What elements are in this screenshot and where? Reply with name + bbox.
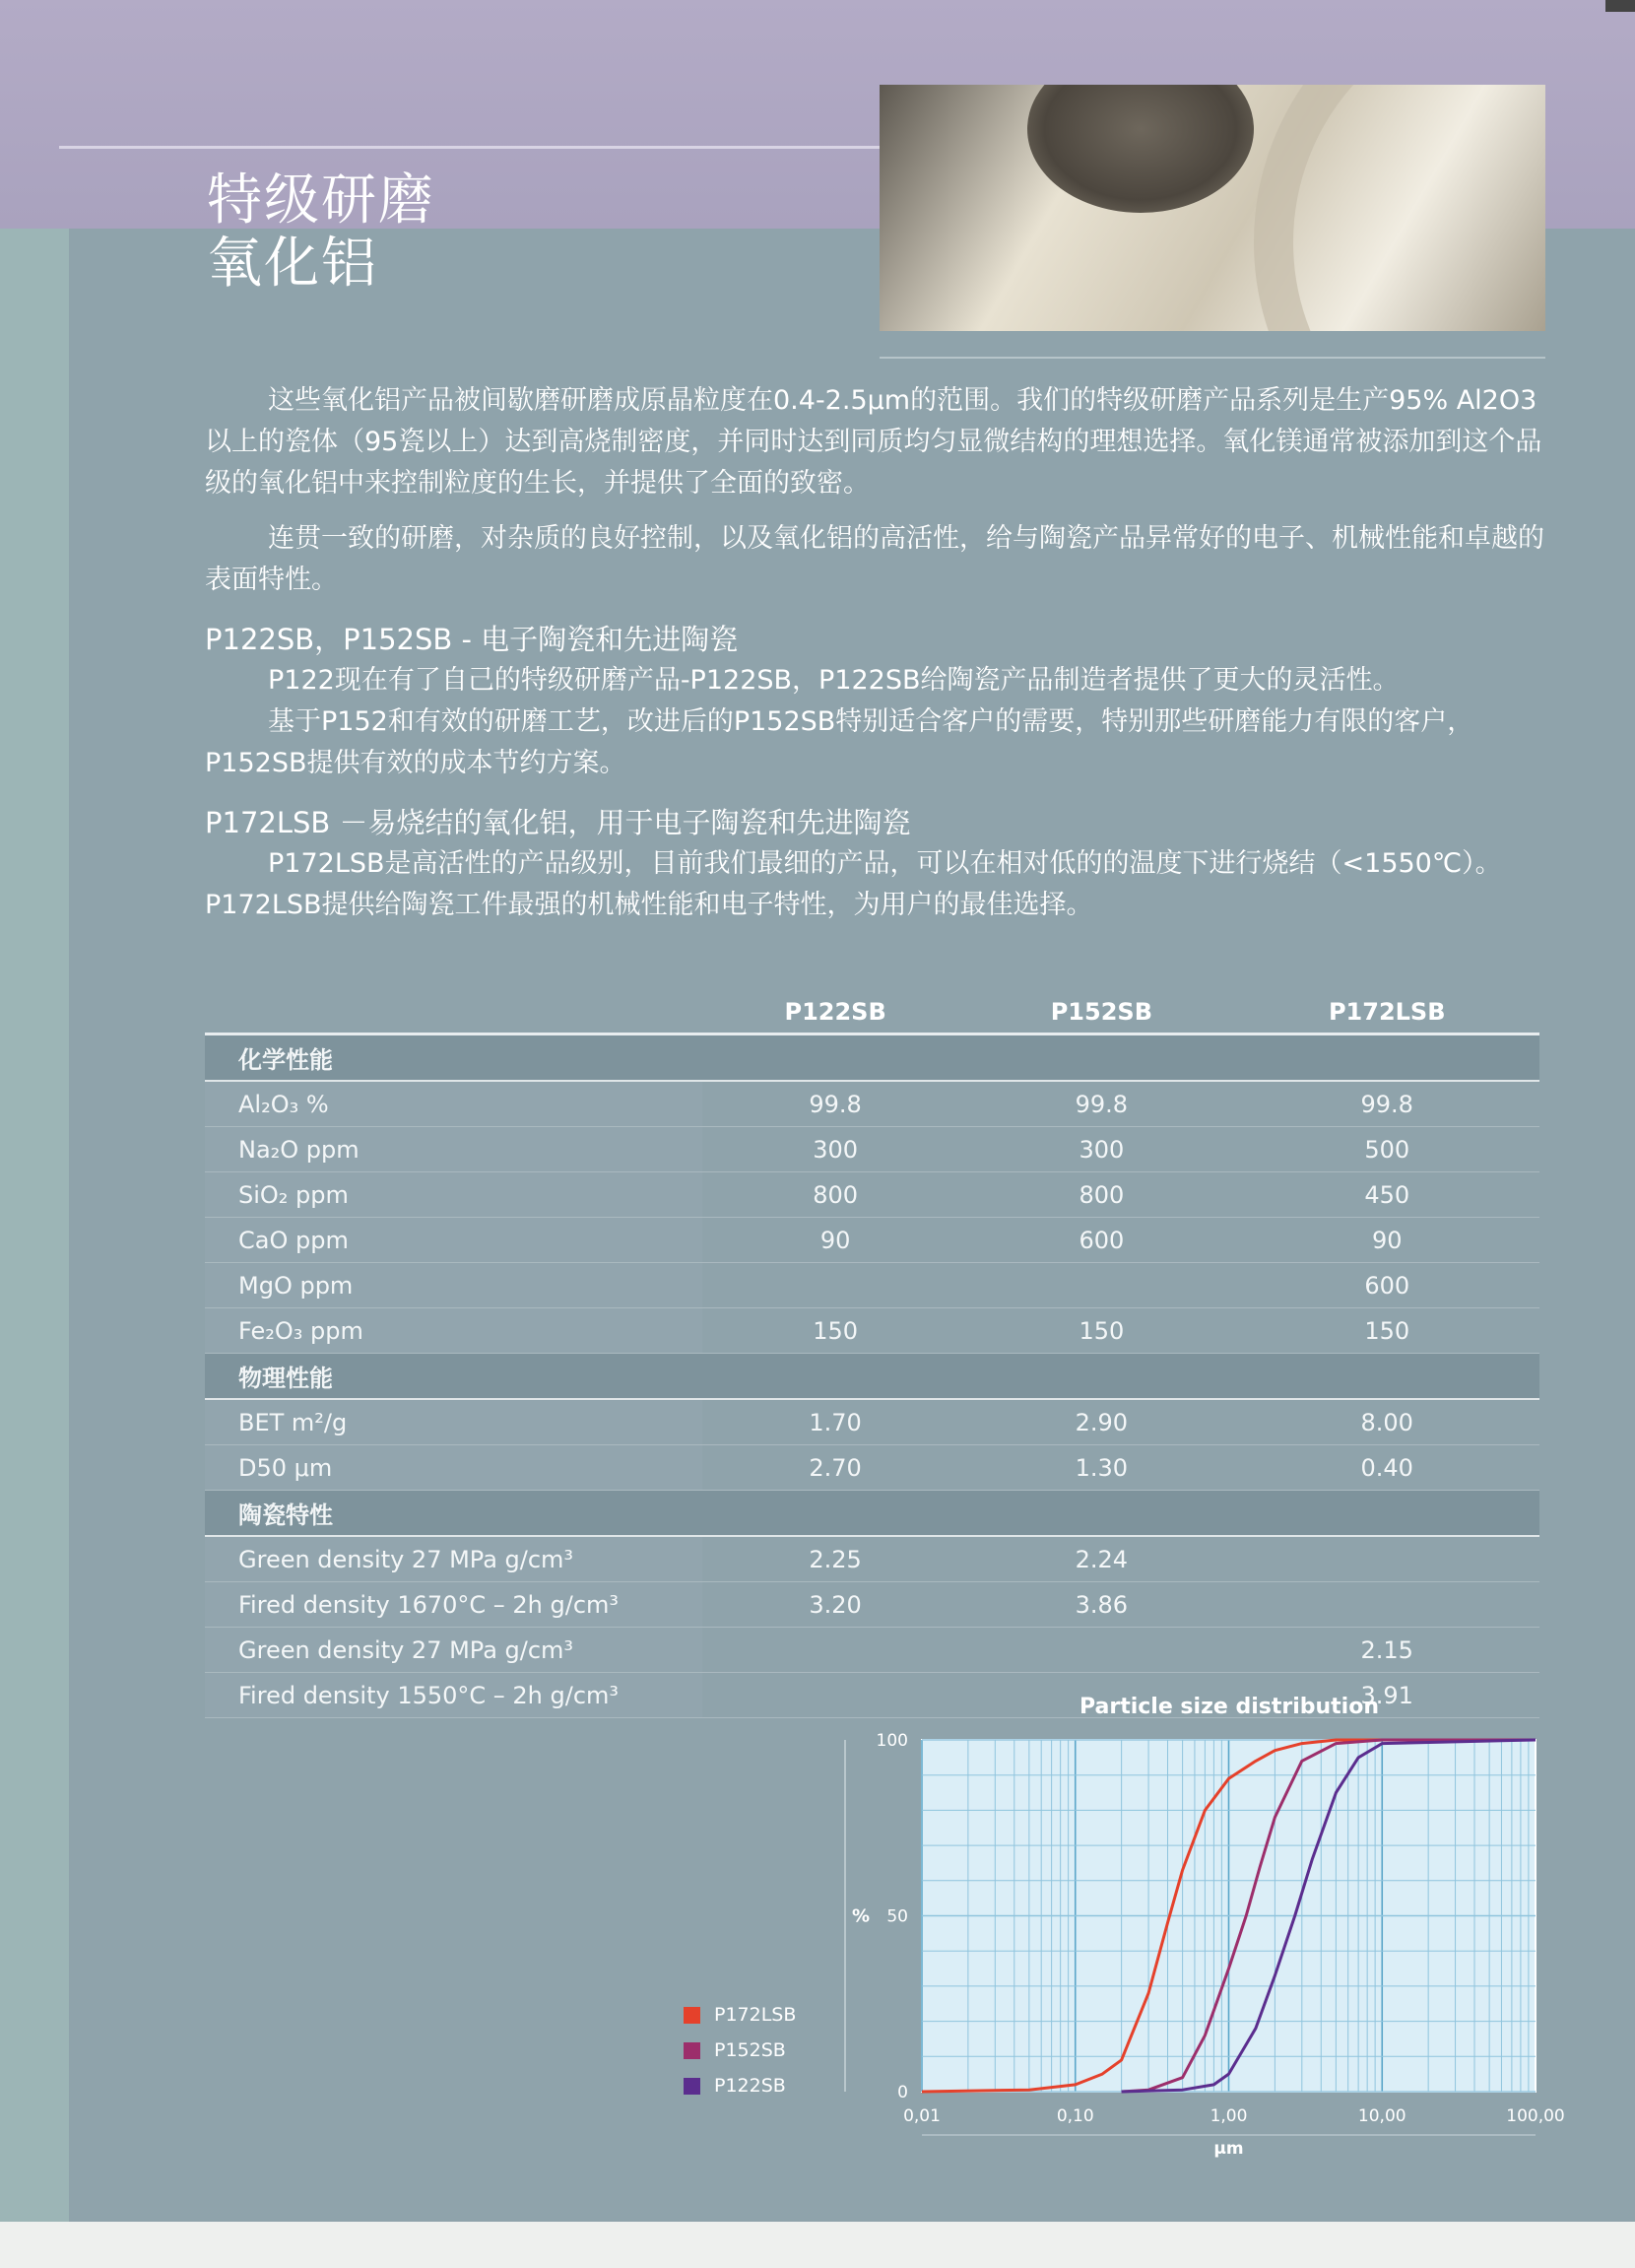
specification-table — [205, 991, 1539, 1718]
x-tick-label: 1,00 — [1210, 2106, 1248, 2126]
row-label: CaO ppm — [205, 1218, 702, 1263]
photo-divider — [880, 357, 1545, 359]
table-row — [205, 1628, 1539, 1673]
y-axis-label: % — [851, 1905, 871, 1927]
table-cell: 3.20 — [702, 1582, 968, 1628]
x-tick-label: 0,10 — [1056, 2106, 1094, 2126]
table-cell: 99.8 — [1234, 1081, 1539, 1127]
title-line-1: 特级研磨 — [207, 168, 435, 233]
x-tick-label: 0,01 — [903, 2106, 941, 2126]
page-title — [207, 169, 435, 296]
table-cell — [702, 1628, 968, 1673]
table-header-row — [205, 991, 1539, 1034]
y-tick-label: 100 — [876, 1731, 908, 1751]
table-cell: 450 — [1234, 1172, 1539, 1218]
section-2-paragraph-1: P172LSB是高活性的产品级别，目前我们最细的产品，可以在相对低的的温度下进行烧结（<1550℃）。P172LSB提供给陶瓷工件最强的机械性能和电子特性，为用户的最佳选择。 — [205, 848, 1502, 920]
chart-legend — [684, 1997, 796, 2103]
table-section-row — [205, 1491, 1539, 1537]
legend-item — [684, 2068, 796, 2103]
row-label: Na₂O ppm — [205, 1127, 702, 1172]
column-header: P172LSB — [1234, 991, 1539, 1034]
legend-swatch — [684, 2042, 700, 2059]
row-label: Green density 27 MPa g/cm³ — [205, 1628, 702, 1673]
row-label: Fired density 1670°C – 2h g/cm³ — [205, 1582, 702, 1628]
table-row — [205, 1445, 1539, 1491]
intro-text — [205, 380, 1544, 940]
table-cell: 99.8 — [968, 1081, 1234, 1127]
table-cell: 2.90 — [968, 1399, 1234, 1445]
column-header: P152SB — [968, 991, 1234, 1034]
table-cell: 90 — [702, 1218, 968, 1263]
table-cell: 800 — [968, 1172, 1234, 1218]
legend-label: P172LSB — [714, 2004, 797, 2026]
legend-item — [684, 2033, 796, 2068]
y-tick-label: 50 — [886, 1906, 908, 1927]
table-cell — [968, 1263, 1234, 1308]
x-tick-label: 100,00 — [1506, 2106, 1565, 2126]
product-photo — [880, 85, 1545, 331]
table-cell — [702, 1263, 968, 1308]
row-label: MgO ppm — [205, 1263, 702, 1308]
y-tick-label: 0 — [897, 2083, 908, 2102]
row-label: Fe₂O₃ ppm — [205, 1308, 702, 1354]
table-cell: 300 — [702, 1127, 968, 1172]
row-label: Al₂O₃ % — [205, 1081, 702, 1127]
section-title: 物理性能 — [205, 1354, 1539, 1400]
table-cell: 600 — [1234, 1263, 1539, 1308]
table-row — [205, 1172, 1539, 1218]
table-cell — [968, 1628, 1234, 1673]
table-cell: 600 — [968, 1218, 1234, 1263]
table-row — [205, 1263, 1539, 1308]
table-cell: 3.91 — [1234, 1673, 1539, 1718]
x-tick-label: 10,00 — [1357, 2106, 1406, 2126]
row-label: SiO₂ ppm — [205, 1172, 702, 1218]
table-cell: 150 — [968, 1308, 1234, 1354]
row-label: D50 μm — [205, 1445, 702, 1491]
column-header: P122SB — [702, 991, 968, 1034]
chart-title: Particle size distribution — [1079, 1695, 1379, 1719]
row-label: Green density 27 MPa g/cm³ — [205, 1536, 702, 1582]
section-1-heading: P122SB，P152SB - 电子陶瓷和先进陶瓷 — [205, 623, 739, 656]
table-cell: 2.24 — [968, 1536, 1234, 1582]
row-label: Fired density 1550°C – 2h g/cm³ — [205, 1673, 702, 1718]
section-2-heading: P172LSB －易烧结的氧化铝，用于电子陶瓷和先进陶瓷 — [205, 806, 911, 839]
table-row — [205, 1308, 1539, 1354]
table-cell — [702, 1673, 968, 1718]
x-axis-label: μm — [1213, 2139, 1244, 2159]
legend-label: P122SB — [714, 2075, 786, 2097]
section-1-paragraph-1: P122现在有了自己的特级研磨产品-P122SB，P122SB给陶瓷产品制造者提供了更大的灵活性。 — [268, 665, 1400, 696]
section-title: 化学性能 — [205, 1034, 1539, 1082]
table-cell: 150 — [702, 1308, 968, 1354]
table-row — [205, 1218, 1539, 1263]
table-cell: 90 — [1234, 1218, 1539, 1263]
left-margin-strip — [0, 229, 69, 2268]
table-cell: 0.40 — [1234, 1445, 1539, 1491]
intro-paragraph-1: 这些氧化铝产品被间歇磨研磨成原晶粒度在0.4-2.5μm的范围。我们的特级研磨产品系列是生产95% Al2O3以上的瓷体（95瓷以上）达到高烧制密度，并同时达到同质均匀显微结构的理想选择。氧化镁通常被添加到这个品级的氧化铝中来控制粒度的生长，并提供了全面的致密。 — [205, 385, 1542, 499]
table-cell: 800 — [702, 1172, 968, 1218]
table-cell: 150 — [1234, 1308, 1539, 1354]
table-cell: 2.15 — [1234, 1628, 1539, 1673]
title-line-2: 氧化铝 — [207, 232, 378, 296]
table-cell: 1.70 — [702, 1399, 968, 1445]
table-cell: 500 — [1234, 1127, 1539, 1172]
table-cell: 1.30 — [968, 1445, 1234, 1491]
section-1-paragraph-2: 基于P152和有效的研磨工艺，改进后的P152SB特别适合客户的需要，特别那些研磨能力有限的客户，P152SB提供有效的成本节约方案。 — [205, 706, 1474, 778]
row-label: BET m²/g — [205, 1399, 702, 1445]
table-row — [205, 1399, 1539, 1445]
table-cell: 2.25 — [702, 1536, 968, 1582]
table-body — [205, 1034, 1539, 1718]
table-section-row — [205, 1034, 1539, 1082]
legend-label: P152SB — [714, 2039, 786, 2061]
table-section-row — [205, 1354, 1539, 1400]
legend-swatch — [684, 2007, 700, 2024]
table-cell: 300 — [968, 1127, 1234, 1172]
corner-mark — [1605, 0, 1635, 12]
section-title: 陶瓷特性 — [205, 1491, 1539, 1537]
table-cell: 8.00 — [1234, 1399, 1539, 1445]
table-row — [205, 1536, 1539, 1582]
table-cell: 2.70 — [702, 1445, 968, 1491]
table-row — [205, 1081, 1539, 1127]
bottom-margin-strip — [0, 2222, 1635, 2268]
legend-swatch — [684, 2078, 700, 2095]
intro-paragraph-2: 连贯一致的研磨，对杂质的良好控制，以及氧化铝的高活性，给与陶瓷产品异常好的电子、机械性能和卓越的表面特性。 — [205, 523, 1544, 595]
table-cell: 99.8 — [702, 1081, 968, 1127]
table-row — [205, 1127, 1539, 1172]
legend-item — [684, 1997, 796, 2033]
particle-size-chart — [827, 1714, 1576, 2177]
table-cell: 3.86 — [968, 1582, 1234, 1628]
table-cell — [1234, 1536, 1539, 1582]
table-row — [205, 1582, 1539, 1628]
table-cell — [1234, 1582, 1539, 1628]
